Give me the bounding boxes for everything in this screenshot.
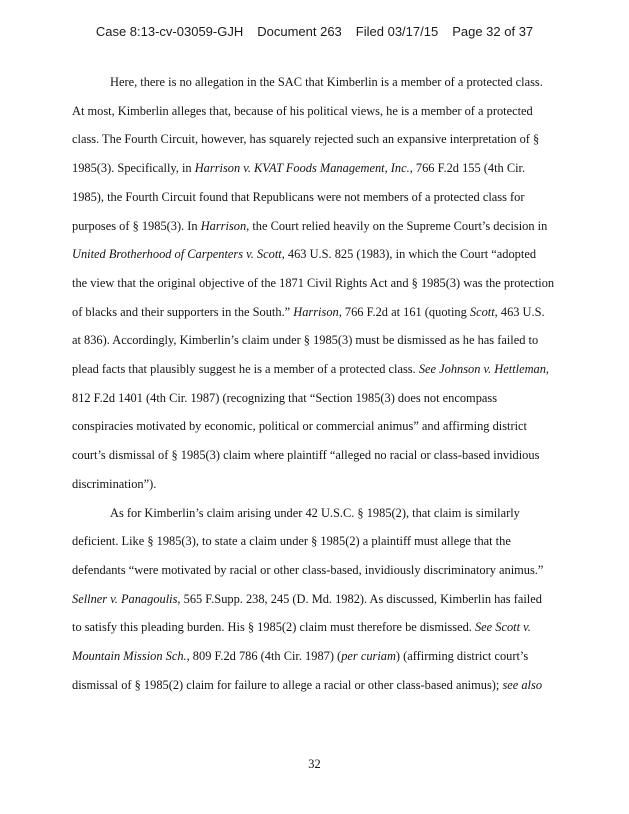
document-line — [72, 470, 560, 499]
text-run: Here, there is no allegation in the SAC that Kimberlin is a member of a protected class. — [110, 75, 543, 89]
text-run: As for Kimberlin’s claim arising under 42 U.S.C. § 1985(2), that claim is similarly — [110, 505, 520, 520]
document-line — [72, 441, 560, 470]
document-line — [72, 355, 560, 384]
document-line — [72, 527, 560, 556]
document-number: Document 263 — [257, 24, 342, 39]
text-run: , 463 U.S. — [494, 304, 545, 319]
document-line — [72, 326, 560, 355]
text-run: , 766 F.2d 155 (4th Cir. — [409, 161, 526, 176]
citation-text-run: United Brotherhood of Carpenters v. Scott — [72, 247, 282, 262]
text-run: 1985), the Fourth Circuit found that Republicans were not members of a protected class for — [72, 189, 525, 204]
document-line — [72, 642, 560, 671]
text-run: class. The Fourth Circuit, however, has squarely rejected such an expansive interpretation of § — [72, 132, 540, 147]
text-run: at 836). Accordingly, Kimberlin’s claim under § 1985(3) must be dismissed as he has failed to — [72, 333, 539, 348]
document-line — [72, 97, 560, 126]
text-run: , 565 F.Supp. 238, 245 (D. Md. 1982). As discussed, Kimberlin has failed — [177, 591, 542, 606]
document-line — [72, 613, 560, 642]
document-line — [72, 154, 560, 183]
citation-text-run: Scott — [469, 304, 495, 319]
text-run: purposes of § 1985(3). In — [72, 218, 201, 233]
document-line — [72, 384, 560, 413]
document-line — [72, 298, 560, 327]
citation-text-run: per curiam — [341, 649, 396, 664]
page-label: Page 32 of 37 — [452, 24, 534, 39]
text-run: , — [545, 362, 550, 377]
text-run: , 809 F.2d 786 (4th Cir. 1987) ( — [186, 649, 342, 664]
document-line — [72, 671, 560, 700]
citation-text-run: Harrison — [200, 218, 247, 233]
document-body — [72, 68, 560, 699]
text-run: , the Court relied heavily on the Supreme Court’s decision in — [246, 218, 548, 233]
citation-text-run: Harrison v. KVAT Foods Management, Inc. — [194, 161, 410, 176]
text-run: dismissal of § 1985(2) claim for failure to allege a racial or other class-based animus); — [72, 677, 503, 692]
citation-text-run: Sellner v. Panagoulis — [72, 591, 178, 606]
citation-text-run: see also — [502, 677, 543, 692]
page-footer — [0, 756, 629, 772]
text-run: court’s dismissal of § 1985(3) claim where plaintiff “alleged no racial or class-based invidious — [72, 448, 540, 463]
document-line — [72, 585, 560, 614]
text-run: At most, Kimberlin alleges that, because of his political views, he is a member of a protected — [72, 103, 533, 118]
document-line — [72, 68, 560, 97]
text-run: , 463 U.S. 825 (1983), in which the Court “adopted — [281, 247, 537, 262]
document-line — [72, 556, 560, 585]
document-line — [72, 240, 560, 269]
document-line — [72, 212, 560, 241]
text-run: plead facts that plausibly suggest he is a member of a protected class. — [72, 362, 419, 377]
text-run: , 766 F.2d at 161 (quoting — [338, 304, 470, 319]
document-line — [72, 499, 560, 528]
citation-text-run: See Johnson v. Hettleman — [418, 362, 546, 377]
text-run: to satisfy this pleading burden. His § 1985(2) claim must therefore be dismissed. — [72, 620, 475, 635]
case-header — [0, 24, 629, 40]
document-line — [72, 269, 560, 298]
citation-text-run: Mountain Mission Sch. — [72, 649, 187, 664]
case-number: Case 8:13-cv-03059-GJH — [95, 24, 244, 39]
text-run: ) (affirming district court’s — [395, 649, 529, 664]
page-number: 32 — [308, 757, 321, 771]
text-run: the view that the original objective of the 1871 Civil Rights Act and § 1985(3) was the protection — [72, 275, 555, 290]
text-run: discrimination”). — [72, 476, 157, 491]
text-run: deficient. Like § 1985(3), to state a claim under § 1985(2) a plaintiff must allege that the — [72, 534, 511, 549]
citation-text-run: See Scott v. — [474, 620, 531, 635]
document-line — [72, 412, 560, 441]
document-line — [72, 125, 560, 154]
filed-date: Filed 03/17/15 — [355, 24, 439, 39]
text-run: 812 F.2d 1401 (4th Cir. 1987) (recognizing that “Section 1985(3) does not encompass — [72, 390, 498, 405]
text-run: conspiracies motivated by economic, political or commercial animus” and affirming district — [72, 419, 527, 434]
citation-text-run: Harrison — [293, 304, 339, 319]
document-line — [72, 183, 560, 212]
text-run: defendants “were motivated by racial or other class-based, invidiously discriminatory animus.” — [72, 562, 544, 577]
text-run: of blacks and their supporters in the South.” — [72, 304, 294, 319]
text-run: 1985(3). Specifically, in — [72, 161, 195, 176]
